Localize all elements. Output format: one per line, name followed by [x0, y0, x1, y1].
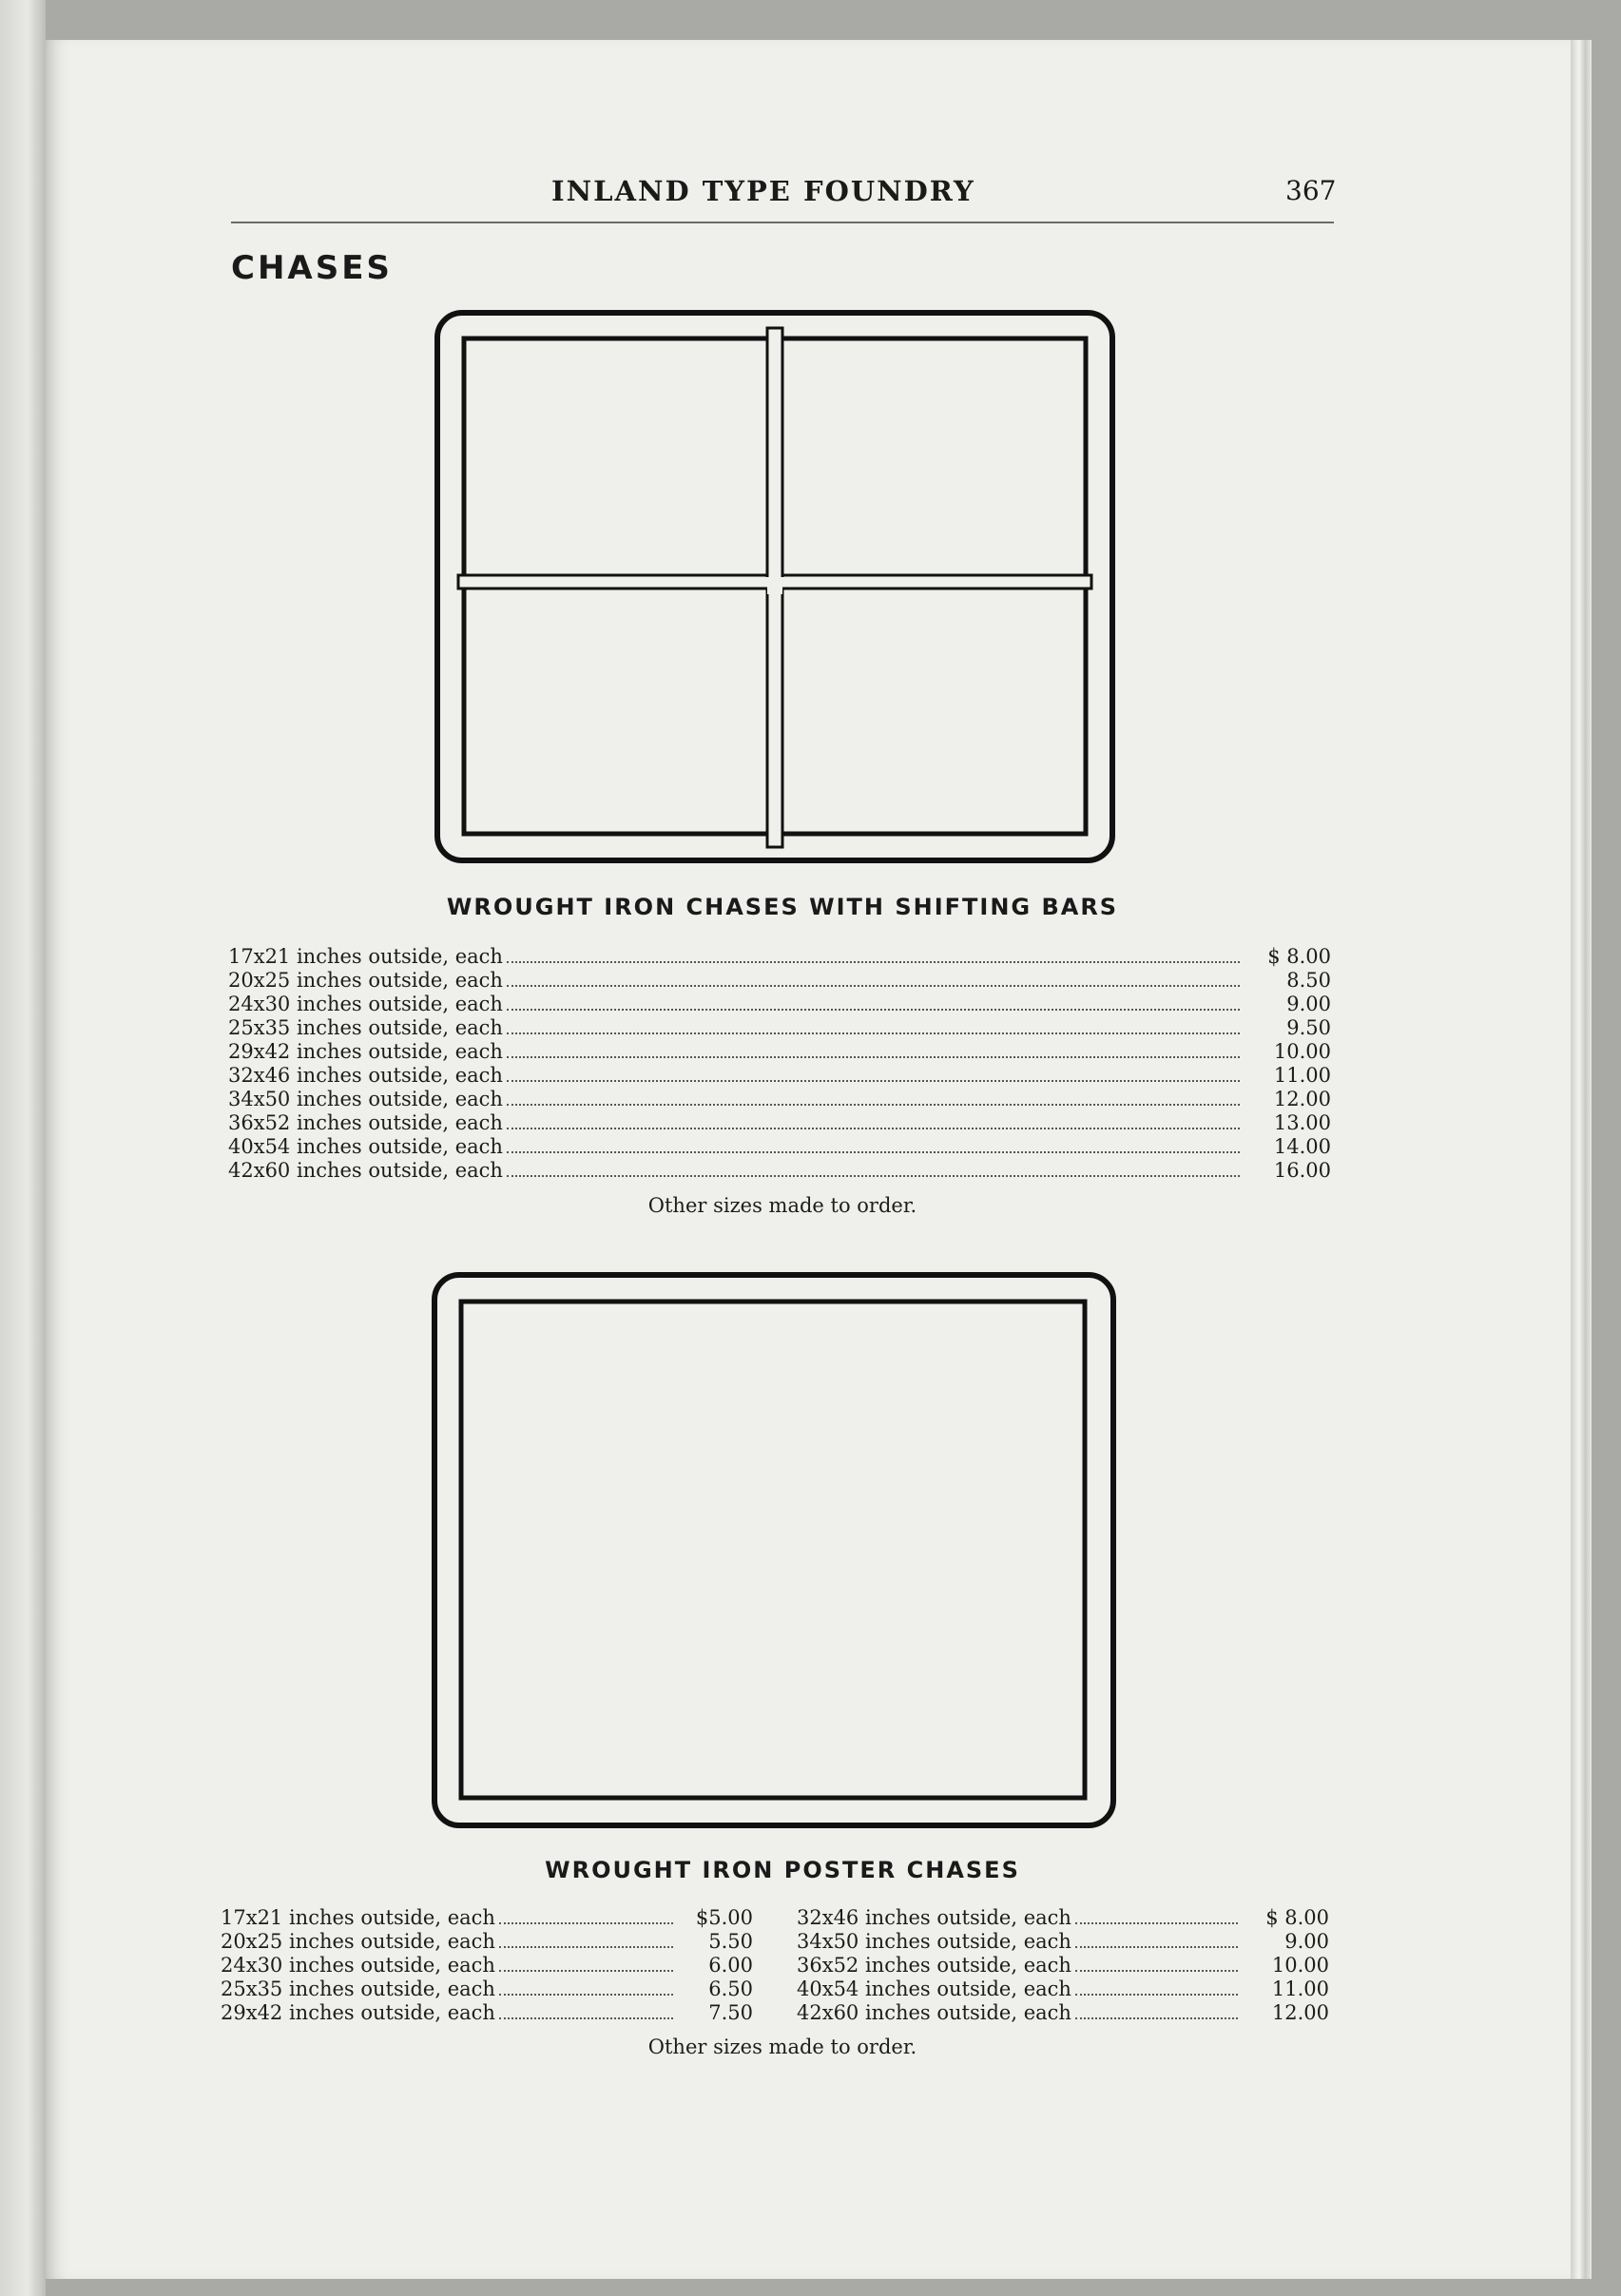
price-row: [221, 1954, 753, 1978]
book-spine-edge: [0, 0, 46, 2296]
size-label: 25x35 inches outside, each: [221, 1978, 495, 2000]
dot-leader: [1075, 1994, 1238, 1996]
poster-chases-caption: WROUGHT IRON POSTER CHASES: [545, 1857, 1020, 1883]
poster-chases-right-column: [797, 1906, 1329, 2025]
dot-leader: [499, 1922, 673, 1924]
price-row: [228, 1135, 1331, 1159]
dot-leader: [507, 1151, 1240, 1153]
size-label: 20x25 inches outside, each: [228, 969, 503, 992]
price-row: [228, 993, 1331, 1016]
dot-leader: [507, 961, 1240, 963]
price-value: 10.00: [1273, 1040, 1331, 1063]
dot-leader: [1075, 1946, 1238, 1948]
size-label: 17x21 inches outside, each: [228, 945, 503, 968]
dot-leader: [499, 1946, 673, 1948]
size-label: 36x52 inches outside, each: [797, 1954, 1071, 1977]
dot-leader: [507, 1128, 1240, 1129]
price-value: 6.50: [708, 1978, 753, 2000]
size-label: 34x50 inches outside, each: [797, 1930, 1071, 1953]
price-row: [228, 1159, 1331, 1183]
shifting-bars-price-list: [228, 945, 1331, 1183]
dot-leader: [507, 1175, 1240, 1177]
dot-leader: [507, 985, 1240, 987]
dot-leader: [1075, 2017, 1238, 2019]
price-row: [228, 1040, 1331, 1064]
size-label: 25x35 inches outside, each: [228, 1016, 503, 1039]
shifting-bars-caption: WROUGHT IRON CHASES WITH SHIFTING BARS: [446, 894, 1119, 920]
price-value: 9.00: [1286, 993, 1331, 1015]
poster-chases-note: Other sizes made to order.: [647, 2036, 917, 2058]
size-label: 36x52 inches outside, each: [228, 1111, 503, 1134]
price-value: 10.00: [1271, 1954, 1329, 1977]
size-label: 24x30 inches outside, each: [221, 1954, 495, 1977]
chase-with-shifting-bars-icon: [433, 309, 1117, 865]
price-value: 13.00: [1273, 1111, 1331, 1134]
size-label: 32x46 inches outside, each: [228, 1064, 503, 1087]
size-label: 42x60 inches outside, each: [228, 1159, 503, 1182]
dot-leader: [507, 1080, 1240, 1082]
size-label: 32x46 inches outside, each: [797, 1906, 1071, 1929]
price-row: [228, 945, 1331, 969]
price-row: [228, 1088, 1331, 1111]
price-row: [228, 1111, 1331, 1135]
dot-leader: [499, 1970, 673, 1972]
dot-leader: [507, 1104, 1240, 1106]
price-value: 11.00: [1271, 1978, 1329, 2000]
poster-chases-left-column: [221, 1906, 753, 2025]
size-label: 29x42 inches outside, each: [228, 1040, 503, 1063]
dot-leader: [499, 2017, 673, 2019]
shifting-bars-note: Other sizes made to order.: [647, 1194, 917, 1217]
dot-leader: [507, 1056, 1240, 1058]
price-row: [797, 1954, 1329, 1978]
section-title: CHASES: [231, 249, 393, 287]
size-label: 40x54 inches outside, each: [797, 1978, 1071, 2000]
price-row: [221, 2001, 753, 2025]
size-label: 29x42 inches outside, each: [221, 2001, 495, 2024]
dot-leader: [1075, 1970, 1238, 1972]
price-row: [221, 1930, 753, 1954]
price-value: 12.00: [1271, 2001, 1329, 2024]
size-label: 20x25 inches outside, each: [221, 1930, 495, 1953]
page-stack-edge: [1571, 40, 1592, 2279]
price-row: [797, 1930, 1329, 1954]
size-label: 24x30 inches outside, each: [228, 993, 503, 1015]
size-label: 40x54 inches outside, each: [228, 1135, 503, 1158]
poster-chase-icon: [430, 1270, 1118, 1830]
price-value: 11.00: [1273, 1064, 1331, 1087]
price-value: 16.00: [1273, 1159, 1331, 1182]
price-row: [228, 969, 1331, 993]
price-row: [228, 1064, 1331, 1088]
price-value: 7.50: [708, 2001, 753, 2024]
size-label: 17x21 inches outside, each: [221, 1906, 495, 1929]
price-value: $ 8.00: [1267, 945, 1331, 968]
price-value: 12.00: [1273, 1088, 1331, 1110]
price-row: [228, 1016, 1331, 1040]
price-value: 9.00: [1284, 1930, 1329, 1953]
page-number: 367: [1285, 175, 1337, 206]
price-value: 14.00: [1273, 1135, 1331, 1158]
price-value: 8.50: [1286, 969, 1331, 992]
dot-leader: [1075, 1922, 1238, 1924]
price-row: [221, 1906, 753, 1930]
dot-leader: [499, 1994, 673, 1996]
price-row: [797, 1978, 1329, 2001]
price-row: [797, 2001, 1329, 2025]
dot-leader: [507, 1032, 1240, 1034]
dot-leader: [507, 1009, 1240, 1011]
size-label: 34x50 inches outside, each: [228, 1088, 503, 1110]
price-row: [797, 1906, 1329, 1930]
running-header-title: INLAND TYPE FOUNDRY: [551, 175, 975, 207]
size-label: 42x60 inches outside, each: [797, 2001, 1071, 2024]
header-rule: [231, 222, 1334, 223]
price-value: 6.00: [708, 1954, 753, 1977]
price-value: 9.50: [1286, 1016, 1331, 1039]
price-value: $5.00: [695, 1906, 753, 1929]
price-value: 5.50: [708, 1930, 753, 1953]
price-row: [221, 1978, 753, 2001]
price-value: $ 8.00: [1265, 1906, 1329, 1929]
